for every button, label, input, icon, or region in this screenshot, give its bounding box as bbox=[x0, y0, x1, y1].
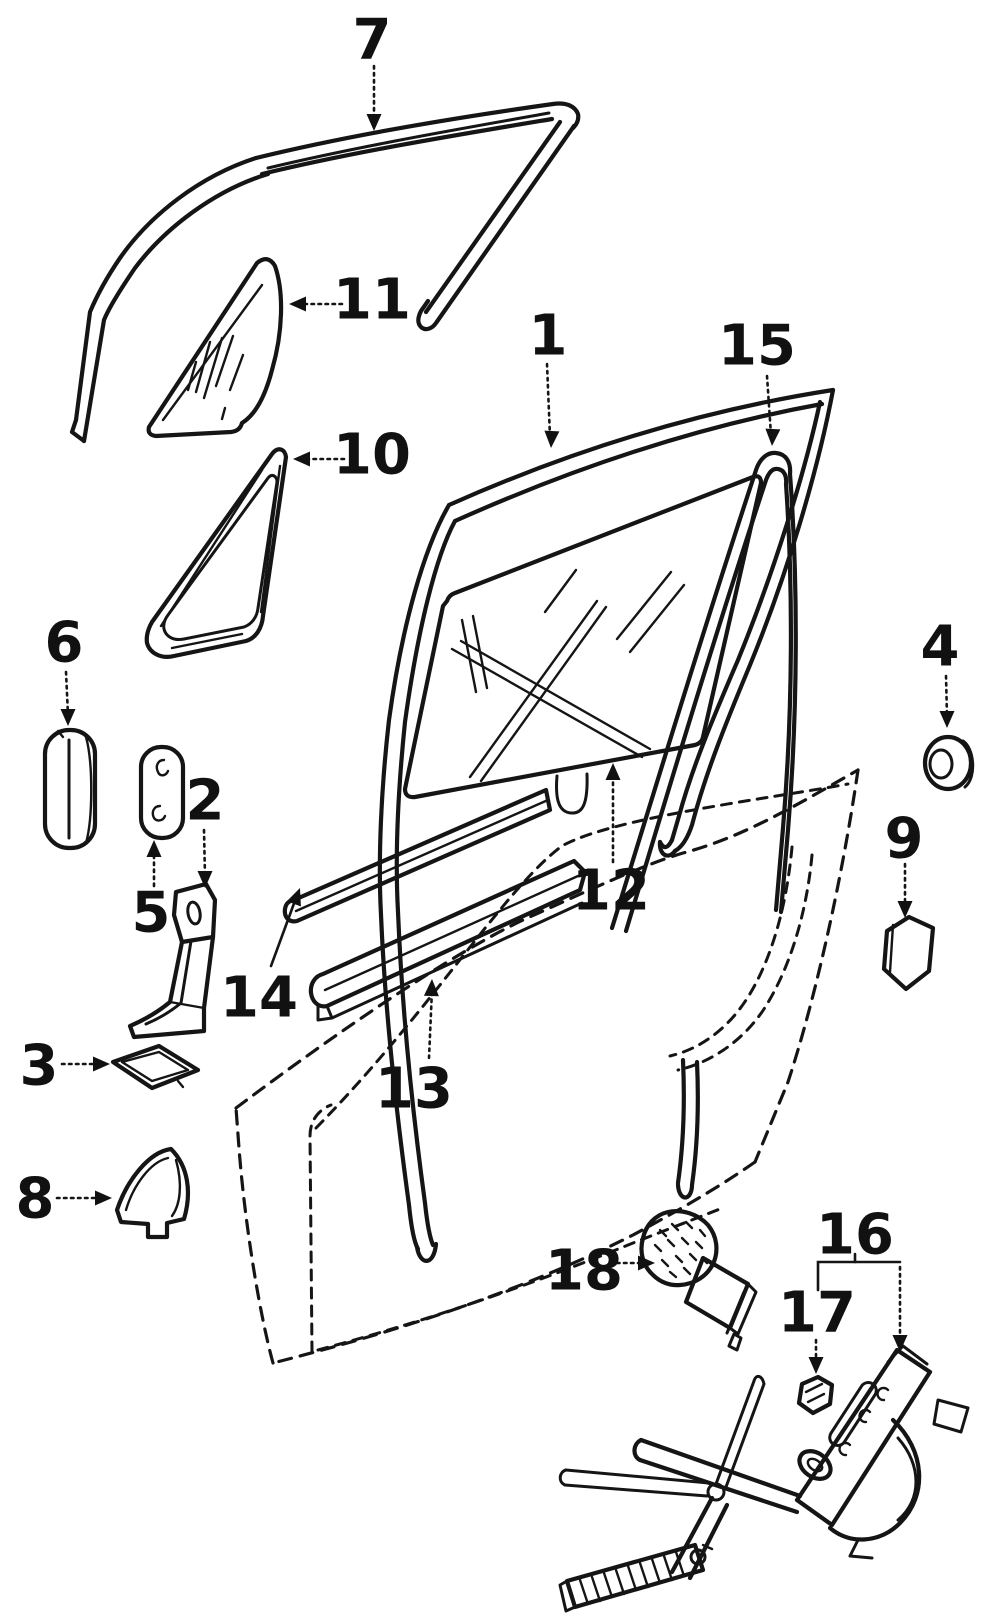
callout-label-8: 8 bbox=[15, 1166, 55, 1232]
part-8-mirror-base bbox=[117, 1149, 188, 1237]
arrowhead-3 bbox=[93, 1057, 110, 1072]
part-16-window-regulator bbox=[560, 1346, 968, 1611]
callout-3 bbox=[20, 1034, 110, 1099]
arrowhead-8 bbox=[95, 1191, 112, 1206]
part-10-vent-glass-seal bbox=[147, 449, 286, 657]
part-12-door-glass bbox=[405, 476, 761, 813]
part-1-glass-run-channel bbox=[380, 390, 833, 1261]
part-7-door-frame-weatherstrip bbox=[72, 103, 578, 441]
callout-label-2: 2 bbox=[185, 768, 225, 834]
callout-2 bbox=[186, 769, 225, 889]
callout-label-16: 16 bbox=[816, 1202, 894, 1268]
callout-label-5: 5 bbox=[131, 880, 171, 946]
callout-5 bbox=[132, 840, 171, 946]
callout-18 bbox=[545, 1239, 655, 1304]
callout-6 bbox=[45, 611, 84, 727]
arrowhead-15 bbox=[765, 429, 780, 446]
arrowhead-12 bbox=[606, 763, 621, 780]
callout-label-15: 15 bbox=[718, 313, 796, 379]
callout-label-11: 11 bbox=[333, 267, 411, 333]
part-3-spacer-pad bbox=[113, 1046, 198, 1088]
callout-label-18: 18 bbox=[545, 1238, 623, 1304]
part-5-gasket bbox=[141, 747, 183, 838]
arrowhead-1 bbox=[544, 431, 559, 448]
callout-4 bbox=[921, 615, 960, 729]
part-17-clip bbox=[799, 1377, 832, 1413]
callout-label-10: 10 bbox=[333, 422, 411, 488]
callout-label-12: 12 bbox=[572, 858, 650, 924]
callout-9 bbox=[885, 807, 924, 919]
callout-label-3: 3 bbox=[19, 1033, 59, 1099]
arrowhead-17 bbox=[809, 1357, 824, 1374]
callout-8 bbox=[16, 1167, 112, 1232]
arrowhead-11 bbox=[289, 297, 306, 312]
callout-label-17: 17 bbox=[778, 1280, 856, 1346]
part-11-vent-glass bbox=[149, 259, 281, 436]
callout-label-13: 13 bbox=[375, 1056, 453, 1122]
callout-label-6: 6 bbox=[44, 610, 84, 676]
part-6-pad bbox=[45, 730, 95, 848]
callout-layer bbox=[16, 8, 960, 1375]
callout-label-14: 14 bbox=[220, 965, 298, 1031]
part-9-shield-plate bbox=[884, 917, 933, 989]
callout-label-7: 7 bbox=[352, 7, 392, 73]
callout-11 bbox=[289, 268, 411, 333]
arrowhead-4 bbox=[940, 711, 955, 728]
callout-1 bbox=[529, 304, 568, 449]
callout-14 bbox=[220, 888, 301, 1031]
arrowhead-7 bbox=[367, 114, 382, 131]
callout-7 bbox=[353, 8, 392, 132]
part-4-grommet bbox=[925, 737, 973, 789]
callout-10 bbox=[293, 423, 411, 488]
arrowhead-6 bbox=[61, 709, 76, 726]
arrowhead-10 bbox=[293, 452, 310, 467]
arrowhead-5 bbox=[147, 840, 162, 857]
callout-label-1: 1 bbox=[528, 303, 568, 369]
callout-label-4: 4 bbox=[920, 614, 960, 680]
callout-label-9: 9 bbox=[884, 806, 924, 872]
part-14-belt-molding-inner bbox=[285, 790, 550, 921]
part-13-belt-molding-outer bbox=[311, 861, 585, 1020]
callout-17 bbox=[778, 1281, 856, 1375]
